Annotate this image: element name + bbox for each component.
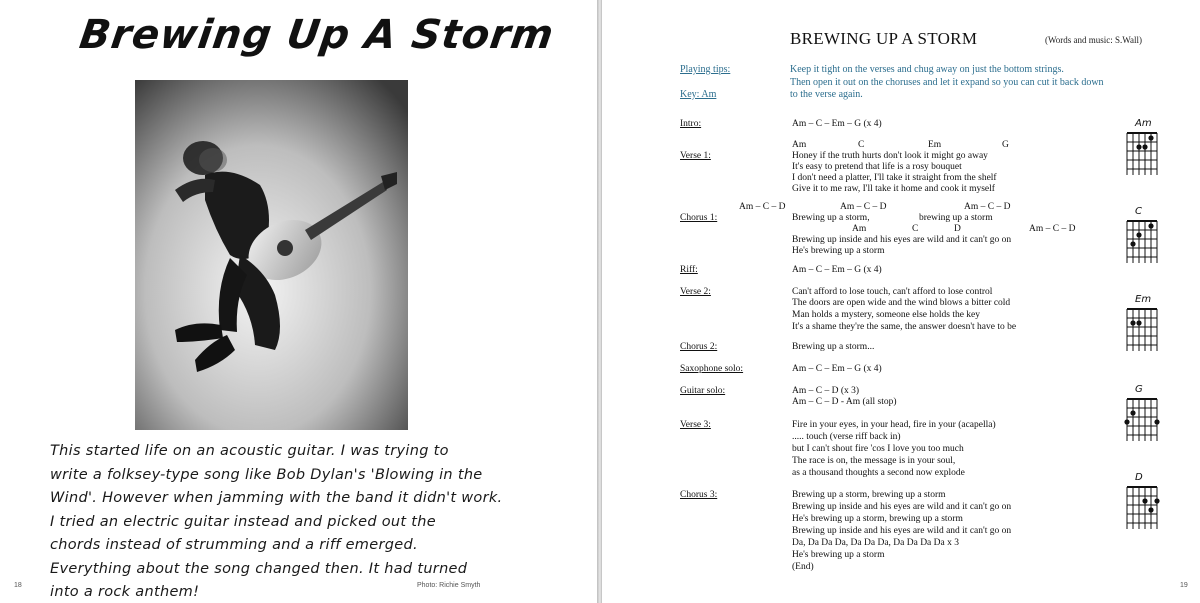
chord-diagram-am (1123, 118, 1163, 180)
note-line: This started life on an acoustic guitar. I was trying to (50, 443, 449, 459)
lyric-line: Brewing up a storm... (792, 342, 875, 352)
riff-line: Am – C – Em – G (x 4) (792, 265, 882, 275)
lyric-line: He's brewing up a storm (792, 550, 885, 560)
guitar-line: Am – C – D (x 3) (792, 386, 860, 396)
note-line: Everything about the song changed then. It had turned (50, 560, 468, 577)
fretboard-icon (1123, 218, 1163, 268)
section-label-verse1: Verse 1: (680, 151, 711, 161)
fretboard-icon (1123, 306, 1163, 356)
chord-diagram-g (1123, 384, 1163, 446)
chord-label: D (954, 224, 961, 234)
page-number-right: 19 (1180, 582, 1188, 589)
lyric-line: Da, Da Da Da, Da Da Da, Da Da Da Da x 3 (792, 538, 959, 548)
section-label-verse3: Verse 3: (680, 420, 711, 430)
fretboard-icon (1123, 396, 1163, 446)
section-label-verse2: Verse 2: (680, 287, 711, 297)
lyric-line: Man holds a mystery, someone else holds the key (792, 310, 981, 320)
guitarist-photo (135, 80, 408, 430)
lyric-line: He's brewing up a storm (792, 246, 885, 256)
tips-line: Then open it out on the choruses and let it expand so you can cut it back down (790, 76, 1104, 88)
song-credit: (Words and music: S.Wall) (1045, 35, 1143, 45)
lyric-line: Brewing up a storm, (792, 213, 870, 223)
chord-label: Am – C – D (840, 202, 887, 212)
chord-label: Am (852, 224, 867, 234)
lyric-line: (End) (792, 562, 814, 572)
playing-tips-label: Playing tips: (680, 64, 731, 75)
chord-diagram-c (1123, 206, 1163, 268)
lyric-line: The race is on, the message is in your soul, (792, 456, 956, 466)
chord-diagram-label: C (1135, 206, 1142, 217)
note-line: write a folksey-type song like Bob Dylan's 'Blowing in the (50, 466, 483, 483)
chord-label: Am – C – D (1029, 224, 1076, 234)
lyric-line: The doors are open wide and the wind blows a bitter cold (792, 298, 1011, 308)
lyric-line: I don't need a platter, I'll take it straight from the shelf (792, 173, 997, 183)
handwritten-title: Brewing Up A Storm (76, 12, 558, 58)
section-label-guitar: Guitar solo: (680, 386, 726, 396)
note-line: I tried an electric guitar instead and picked out the (50, 513, 436, 530)
chord-label: C (912, 224, 919, 234)
chord-diagram-label: Am (1135, 118, 1152, 129)
note-line: into a rock anthem! (50, 584, 200, 600)
page-number-left: 18 (14, 582, 22, 589)
lyric-line: Brewing up inside and his eyes are wild and it can't go on (792, 235, 1012, 245)
chord-label: C (858, 140, 865, 150)
lyric-line: It's easy to pretend that life is a rosy bouquet (792, 162, 962, 172)
fretboard-icon (1123, 130, 1163, 180)
chord-label: Am – C – D (964, 202, 1011, 212)
photo-credit: Photo: Richie Smyth (417, 582, 481, 589)
note-line: Wind'. However when jamming with the band it didn't work. (50, 490, 503, 506)
lyric-line: Can't afford to lose touch, can't afford to lose control (792, 287, 993, 297)
chord-diagram-label: G (1135, 384, 1143, 395)
jumping-guitarist-image (135, 80, 408, 430)
lyric-line: Give it to me raw, I'll take it home and cook it myself (792, 184, 995, 194)
left-page (0, 0, 597, 603)
chord-diagram-label: D (1135, 472, 1143, 483)
chord-label: Am – C – D (739, 202, 786, 212)
section-label-intro: Intro: (680, 119, 702, 129)
lyric-line: but I can't shout fire 'cos I love you too much (792, 444, 964, 454)
handwritten-note (50, 440, 503, 603)
lyric-line: He's brewing up a storm, brewing up a storm (792, 514, 963, 524)
guitar-line: Am – C – D - Am (all stop) (792, 397, 897, 407)
section-label-riff: Riff: (680, 265, 698, 275)
lyric-line: It's a shame they're the same, the answer doesn't have to be (792, 322, 1017, 332)
chord-label: Am (792, 140, 807, 150)
lyric-line: Brewing up a storm, brewing up a storm (792, 490, 946, 500)
right-page (602, 0, 1200, 603)
section-label-chorus2: Chorus 2: (680, 342, 718, 352)
playing-tips-text (790, 64, 1104, 102)
lyric-line: Brewing up inside and his eyes are wild and it can't go on (792, 526, 1012, 536)
intro-line: Am – C – Em – G (x 4) (792, 119, 882, 129)
note-line: chords instead of strumming and a riff emerged. (50, 537, 418, 553)
lyric-line: Brewing up inside and his eyes are wild and it can't go on (792, 502, 1012, 512)
chord-diagram-d (1123, 472, 1163, 534)
lyric-line: Fire in your eyes, in your head, fire in your (acapella) (792, 420, 996, 430)
section-label-chorus3: Chorus 3: (680, 490, 718, 500)
chord-label: Em (928, 140, 942, 150)
lyric-line: Honey if the truth hurts don't look it might go away (792, 151, 988, 161)
lyric-line: brewing up a storm (919, 213, 993, 223)
sax-line: Am – C – Em – G (x 4) (792, 364, 882, 374)
section-label-chorus1: Chorus 1: (680, 213, 718, 223)
song-title: BREWING UP A STORM (790, 29, 978, 48)
chord-diagram-label: Em (1135, 294, 1152, 305)
section-label-sax: Saxophone solo: (680, 364, 744, 374)
fretboard-icon (1123, 484, 1163, 534)
lyric-line: ..... touch (verse riff back in) (792, 432, 901, 442)
tips-line: to the verse again. (790, 89, 863, 100)
lyric-line: as a thousand thoughts a second now explode (792, 468, 965, 478)
chord-label: G (1002, 140, 1009, 150)
key-label: Key: Am (680, 89, 717, 100)
tips-line: Keep it tight on the verses and chug away on just the bottom strings. (790, 64, 1064, 75)
chord-diagram-em (1123, 294, 1163, 356)
